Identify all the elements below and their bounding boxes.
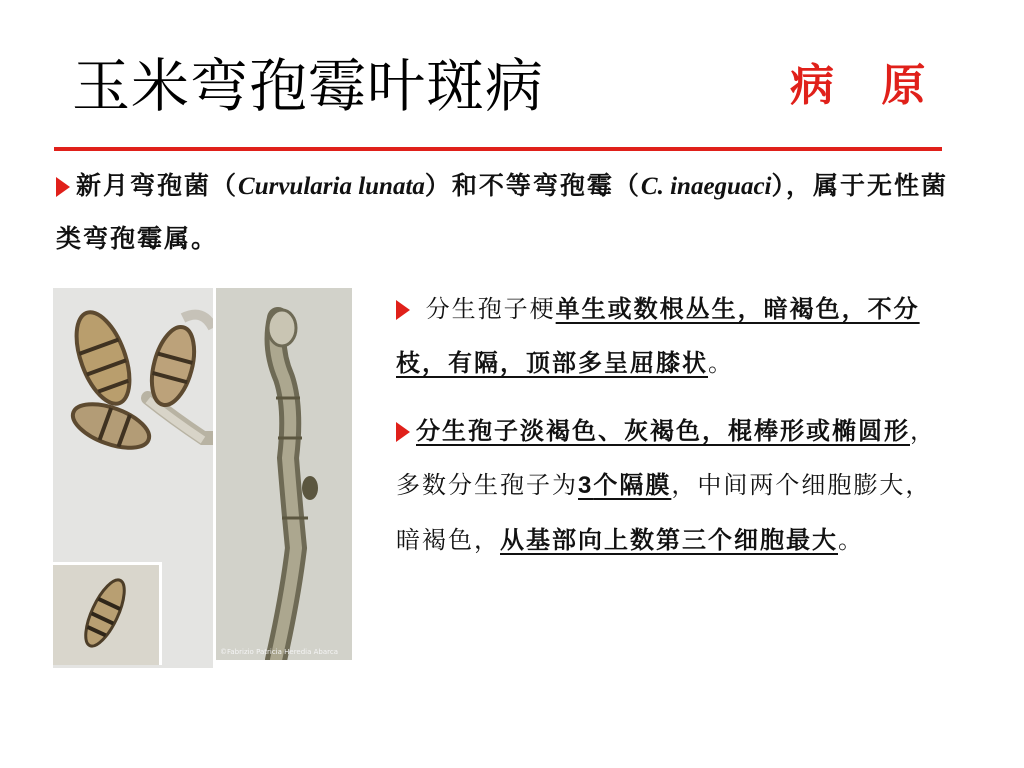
species-name-2: C. inaeguaci [640,173,772,200]
arrow-bullet-icon [396,422,410,442]
intro-suffix: ），属于无性菌类弯孢霉属。 [56,171,949,253]
intro-paragraph [56,160,956,265]
septa-count: 3 [578,472,594,499]
bullet2-plain-2: ，中间两个细胞膨大，暗褐色， [396,471,932,554]
bullet2-underlined-3: 从基部向上数第三个细胞最大 [500,525,838,554]
section-tag: 病 原 [790,60,942,111]
photo-credit: ©Fabrizio Patricia Heredia Abarca [220,648,339,656]
bullet2-plain-1: ，多数分生孢子为 [396,417,936,499]
arrow-bullet-icon [56,177,70,197]
description-list [396,282,936,581]
bullet1-end: 。 [708,349,734,377]
bullet2-underlined-1: 分生孢子淡褐色、灰褐色，棍棒形或椭圆形 [416,416,910,445]
conidiophore-drawing [216,288,352,660]
bullet1-plain: 分生孢子梗 [425,295,556,323]
single-conidium-micrograph [53,562,162,665]
title-divider [54,147,942,151]
bullet1-underlined: 单生或数根丛生，暗褐色，不分枝，有隔，顶部多呈屈膝状 [396,294,920,377]
intro-middle: ）和不等弯孢霉（ [424,171,641,200]
bullet2-end: 。 [838,526,864,554]
slide-title: 玉米弯孢霉叶斑病 [72,52,545,120]
bullet-conidia [396,404,936,567]
single-conidium-drawing [53,565,159,665]
arrow-bullet-icon [396,300,410,320]
micrograph-group [53,288,349,668]
bullet2-underlined-2: 个隔膜 [593,470,672,499]
species-name-1: Curvularia lunata [238,173,425,200]
intro-prefix: 新月弯孢菌（ [76,171,239,200]
conidiophore-micrograph [213,288,352,660]
bullet-conidiophore [396,282,936,390]
